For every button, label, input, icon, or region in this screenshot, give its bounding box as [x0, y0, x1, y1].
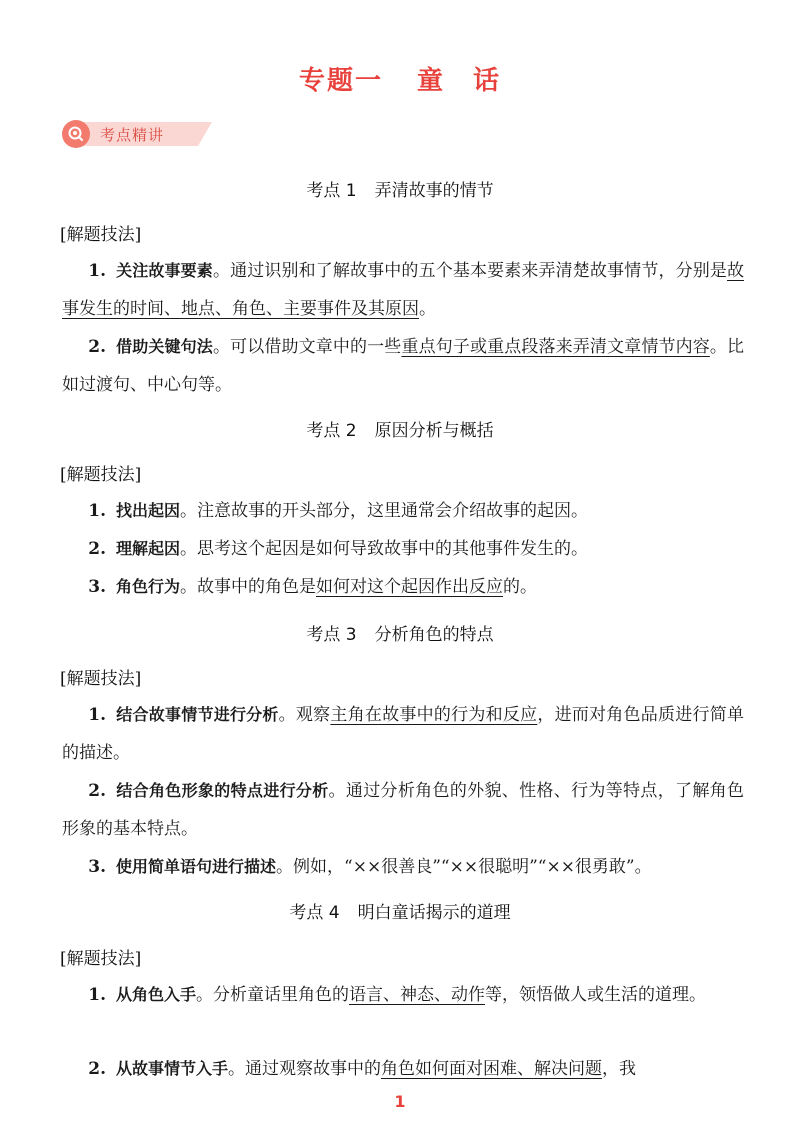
kaodian-2-heading: 考点 2 原因分析与概括	[306, 421, 494, 441]
kaodian-3-heading: 考点 3 分析角色的特点	[306, 625, 494, 645]
kaodian-2-item-3: 3. 角色行为。故事中的角色是如何对这个起因作出反应的。	[88, 577, 538, 597]
kaodian-1-heading: 考点 1 弄清故事的情节	[306, 181, 494, 201]
section-tag-label: 考点精讲	[100, 126, 165, 144]
technique-label: [解题技法]	[60, 465, 142, 485]
technique-label: [解题技法]	[60, 949, 142, 969]
kaodian-4-heading: 考点 4 明白童话揭示的道理	[289, 903, 511, 923]
section-tag	[62, 118, 212, 148]
kaodian-3-item-1: 1. 结合故事情节进行分析。观察主角在故事中的行为和反应，进而对角色品质进行简单的描述。	[62, 705, 744, 763]
kaodian-1-item-1: 1. 关注故事要素。通过识别和了解故事中的五个基本要素来弄清楚故事情节，分别是故事发生的时间、地点、角色、主要事件及其原因。	[62, 261, 744, 319]
kaodian-4-item-1: 1. 从角色入手。分析童话里角色的语言、神态、动作等，领悟做人或生活的道理。	[88, 985, 707, 1005]
technique-label: [解题技法]	[60, 225, 142, 245]
title-part1: 专题一	[298, 66, 383, 96]
kaodian-3-item-2: 2. 结合角色形象的特点进行分析。通过分析角色的外貌、性格、行为等特点，了解角色形象的基本特点。	[62, 781, 744, 839]
kaodian-4-item-2: 2. 从故事情节入手。通过观察故事中的角色如何面对困难、解决问题，我	[88, 1059, 637, 1079]
page-number: 1	[394, 1092, 406, 1111]
title-part2: 童 话	[417, 66, 502, 96]
bulb-icon	[62, 120, 90, 148]
technique-label: [解题技法]	[60, 669, 142, 689]
kaodian-2-item-2: 2. 理解起因。思考这个起因是如何导致故事中的其他事件发生的。	[88, 539, 589, 559]
kaodian-3-item-3: 3. 使用简单语句进行描述。例如，“××很善良”“××很聪明”“××很勇敢”。	[88, 857, 652, 877]
kaodian-1-item-2: 2. 借助关键句法。可以借助文章中的一些重点句子或重点段落来弄清文章情节内容。比如过渡句、中心句等。	[62, 337, 745, 395]
kaodian-2-item-1: 1. 找出起因。注意故事的开头部分，这里通常会介绍故事的起因。	[88, 501, 589, 521]
page-title	[0, 60, 800, 97]
